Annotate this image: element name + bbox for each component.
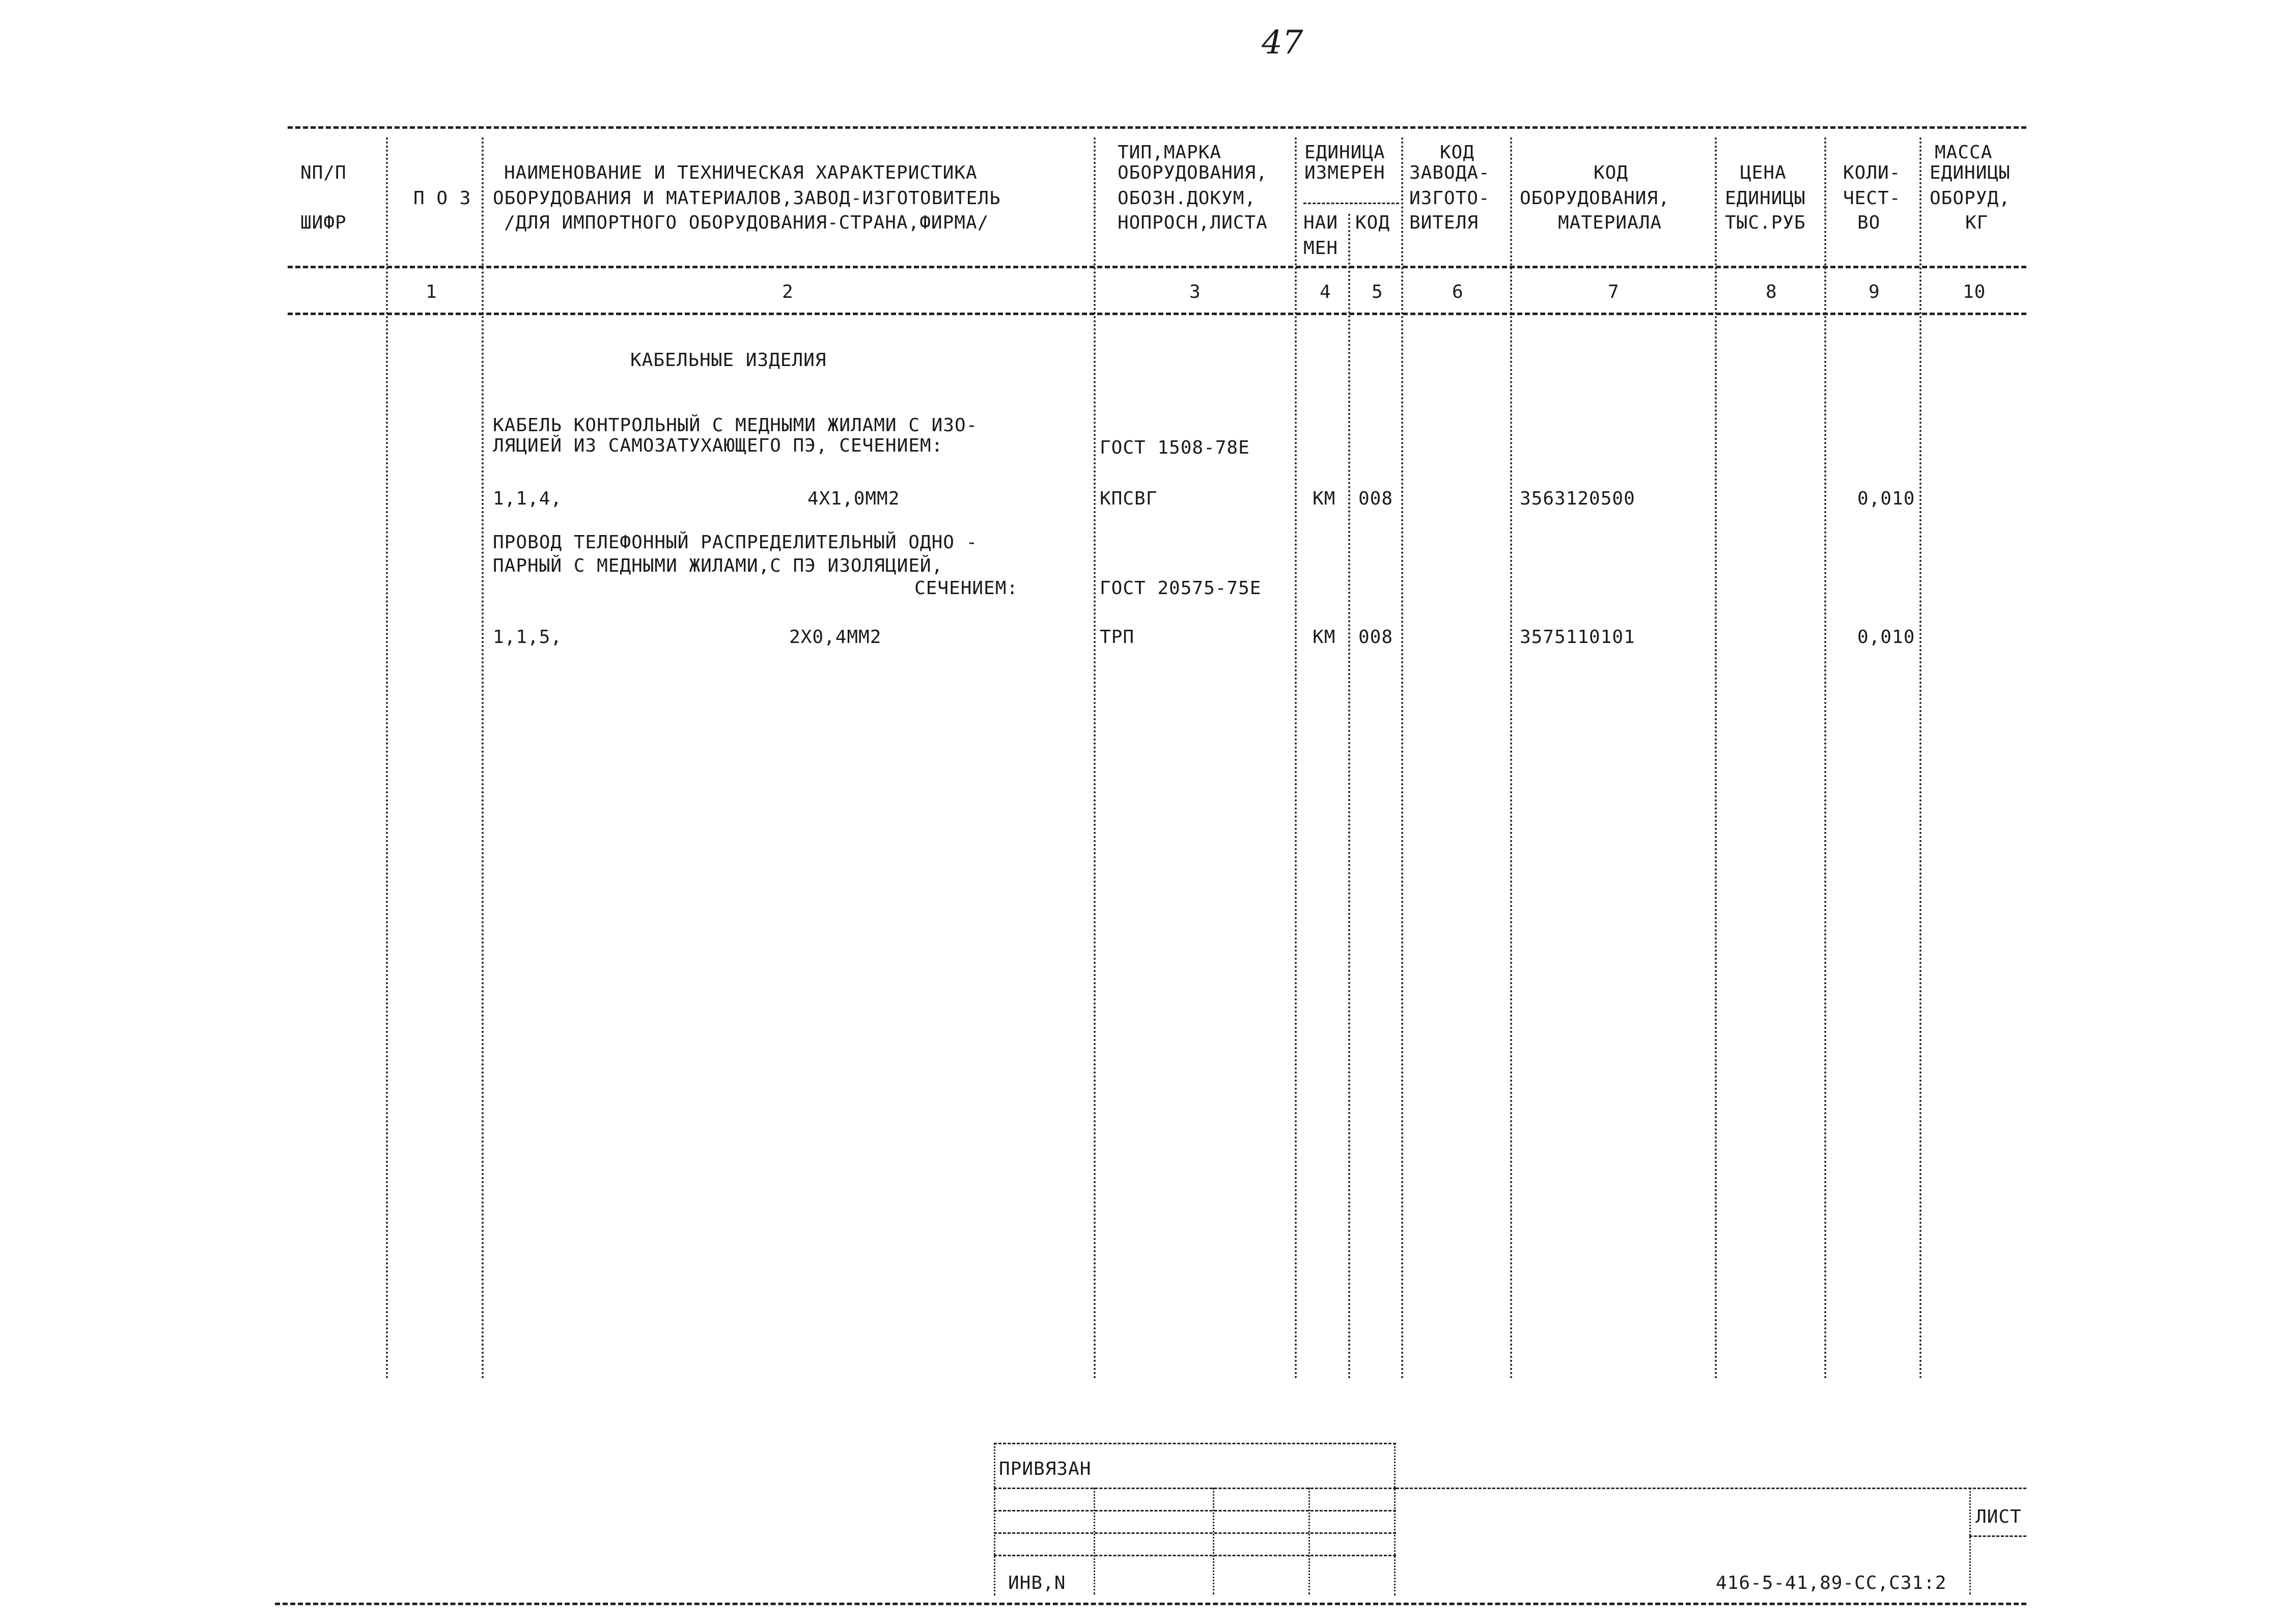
header-unit-line1: ЕДИНИЦА xyxy=(1304,142,1385,163)
item2-unit-code: 008 xyxy=(1358,627,1394,648)
header-maker-line4: ВИТЕЛЯ xyxy=(1409,212,1479,233)
header-unit-nai: НАИ xyxy=(1303,212,1339,233)
item1-unit-code: 008 xyxy=(1358,488,1394,509)
stamp-col-3 xyxy=(1308,1488,1310,1594)
page-number: 47 xyxy=(1262,24,1303,62)
stamp-top-line xyxy=(994,1443,1396,1444)
header-maker-line1: КОД xyxy=(1440,142,1475,163)
item2-unit-name: КМ xyxy=(1313,627,1336,648)
item2-desc-line1: ПРОВОД ТЕЛЕФОННЫЙ РАСПРЕДЕЛИТЕЛЬНЫЙ ОДНО - xyxy=(493,532,978,553)
col-sep-4 xyxy=(1295,137,1297,1380)
page-bottom-line xyxy=(275,1603,2026,1605)
item2-code: 3575110101 xyxy=(1520,627,1635,648)
stamp-right-edge xyxy=(1394,1443,1396,1595)
item2-size: 2X0,4ММ2 xyxy=(789,627,882,648)
table-top-border xyxy=(288,126,2026,129)
header-name-line2: ОБОРУДОВАНИЯ И МАТЕРИАЛОВ,ЗАВОД-ИЗГОТОВИТЕЛЬ xyxy=(493,188,1001,209)
item2-qty: 0,010 xyxy=(1857,627,1915,648)
stamp-row-line-3 xyxy=(994,1532,1396,1534)
colnum-7: 7 xyxy=(1608,282,1620,302)
header-qty-line1: КОЛИ- xyxy=(1843,162,1901,183)
item2-gost: ГОСТ 20575-75Е xyxy=(1100,578,1262,599)
header-unit-line2: ИЗМЕРЕН xyxy=(1304,162,1385,183)
col-sep-8 xyxy=(1715,137,1717,1380)
col-sep-10 xyxy=(1919,137,1921,1380)
sheet-cell-edge xyxy=(1969,1488,1971,1594)
header-mass-line2: ЕДИНИЦЫ xyxy=(1930,162,2011,183)
item1-pos: 1,1,4, xyxy=(493,488,563,509)
header-unit-men: МЕН xyxy=(1303,238,1339,259)
header-code-line1: КОД xyxy=(1594,162,1629,183)
stamp-bound-label: ПРИВЯЗАН xyxy=(999,1459,1092,1479)
header-bottom-border xyxy=(288,266,2026,268)
stamp-row-line-2 xyxy=(994,1510,1396,1511)
header-shifr: ШИФР xyxy=(300,212,347,233)
header-price-line1: ЦЕНА xyxy=(1740,162,1787,183)
stamp-row-line-4 xyxy=(994,1555,1396,1556)
section-title: КАБЕЛЬНЫЕ ИЗДЕЛИЯ xyxy=(630,350,827,371)
item1-gost: ГОСТ 1508-78Е xyxy=(1100,437,1250,458)
colnum-5: 5 xyxy=(1372,282,1383,302)
col-sep-7 xyxy=(1510,137,1512,1380)
col-sep-5 xyxy=(1348,214,1350,1380)
item1-desc-line2: ЛЯЦИЕЙ ИЗ САМОЗАТУХАЮЩЕГО ПЭ, СЕЧЕНИЕМ: xyxy=(493,435,943,456)
stamp-col-2 xyxy=(1213,1488,1214,1594)
header-type-line4: НОПРОСН,ЛИСТА xyxy=(1118,212,1268,233)
header-mass-line1: МАССА xyxy=(1935,142,1993,163)
col-sep-1 xyxy=(386,137,388,1380)
header-qty-line3: ВО xyxy=(1857,212,1881,233)
stamp-left-edge xyxy=(994,1443,995,1595)
col-sep-9 xyxy=(1824,137,1826,1380)
header-name-line1: НАИМЕНОВАНИЕ И ТЕХНИЧЕСКАЯ ХАРАКТЕРИСТИКА xyxy=(504,162,978,183)
sheet-code: 416-5-41,89-СС,СЗ1:2 xyxy=(1716,1573,1947,1593)
item1-desc-line1: КАБЕЛЬ КОНТРОЛЬНЫЙ С МЕДНЫМИ ЖИЛАМИ С ИЗО- xyxy=(493,415,978,436)
item2-desc-line3: СЕЧЕНИЕМ: xyxy=(914,578,1019,599)
header-name-line3: /ДЛЯ ИМПОРТНОГО ОБОРУДОВАНИЯ-СТРАНА,ФИРМА/ xyxy=(504,212,989,233)
header-type-line3: ОБОЗН.ДОКУМ, xyxy=(1118,188,1257,209)
header-mass-line3: ОБОРУД, xyxy=(1930,188,2011,209)
header-unit-code: КОД xyxy=(1355,212,1390,233)
item2-pos: 1,1,5, xyxy=(493,627,563,648)
colnum-3: 3 xyxy=(1189,282,1201,302)
header-poz: П О З xyxy=(413,188,471,209)
header-mass-line4: КГ xyxy=(1965,212,1989,233)
colnum-6: 6 xyxy=(1452,282,1464,302)
col-sep-6 xyxy=(1401,137,1403,1380)
stamp-col-1 xyxy=(1094,1488,1095,1594)
sheet-label: ЛИСТ xyxy=(1975,1506,2022,1527)
item1-size: 4X1,0ММ2 xyxy=(807,488,900,509)
stamp-inv-label: ИНВ,N xyxy=(1008,1573,1066,1593)
item1-type: КПСВГ xyxy=(1100,488,1158,509)
item1-code: 3563120500 xyxy=(1520,488,1635,509)
header-unit-divider xyxy=(1303,203,1399,204)
header-np: NП/П xyxy=(300,162,347,183)
header-qty-line2: ЧЕСТ- xyxy=(1843,188,1901,209)
colnum-4: 4 xyxy=(1320,282,1331,302)
numbers-bottom-border xyxy=(288,313,2026,315)
col-sep-3 xyxy=(1094,137,1096,1380)
item2-desc-line2: ПАРНЫЙ С МЕДНЫМИ ЖИЛАМИ,С ПЭ ИЗОЛЯЦИЕЙ, xyxy=(493,555,943,576)
header-code-line2: ОБОРУДОВАНИЯ, xyxy=(1520,188,1670,209)
item1-qty: 0,010 xyxy=(1857,488,1915,509)
header-price-line3: ТЫС.РУБ xyxy=(1725,212,1806,233)
colnum-1: 1 xyxy=(426,282,437,302)
colnum-8: 8 xyxy=(1766,282,1777,302)
colnum-10: 10 xyxy=(1963,282,1986,302)
header-type-line2: ОБОРУДОВАНИЯ, xyxy=(1118,162,1268,183)
sheet-cell-divider xyxy=(1969,1535,2026,1537)
item2-type: ТРП xyxy=(1100,627,1135,648)
col-sep-2 xyxy=(482,137,484,1380)
colnum-2: 2 xyxy=(782,282,794,302)
title-block-top-line xyxy=(1396,1488,2026,1489)
stamp-row-line-1 xyxy=(994,1488,1396,1489)
header-code-line3: МАТЕРИАЛА xyxy=(1558,212,1662,233)
colnum-9: 9 xyxy=(1869,282,1880,302)
header-maker-line3: ИЗГОТО- xyxy=(1409,188,1490,209)
item1-unit-name: КМ xyxy=(1313,488,1336,509)
header-type-line1: ТИП,МАРКА xyxy=(1118,142,1222,163)
header-maker-line2: ЗАВОДА- xyxy=(1409,162,1490,183)
header-price-line2: ЕДИНИЦЫ xyxy=(1725,188,1806,209)
